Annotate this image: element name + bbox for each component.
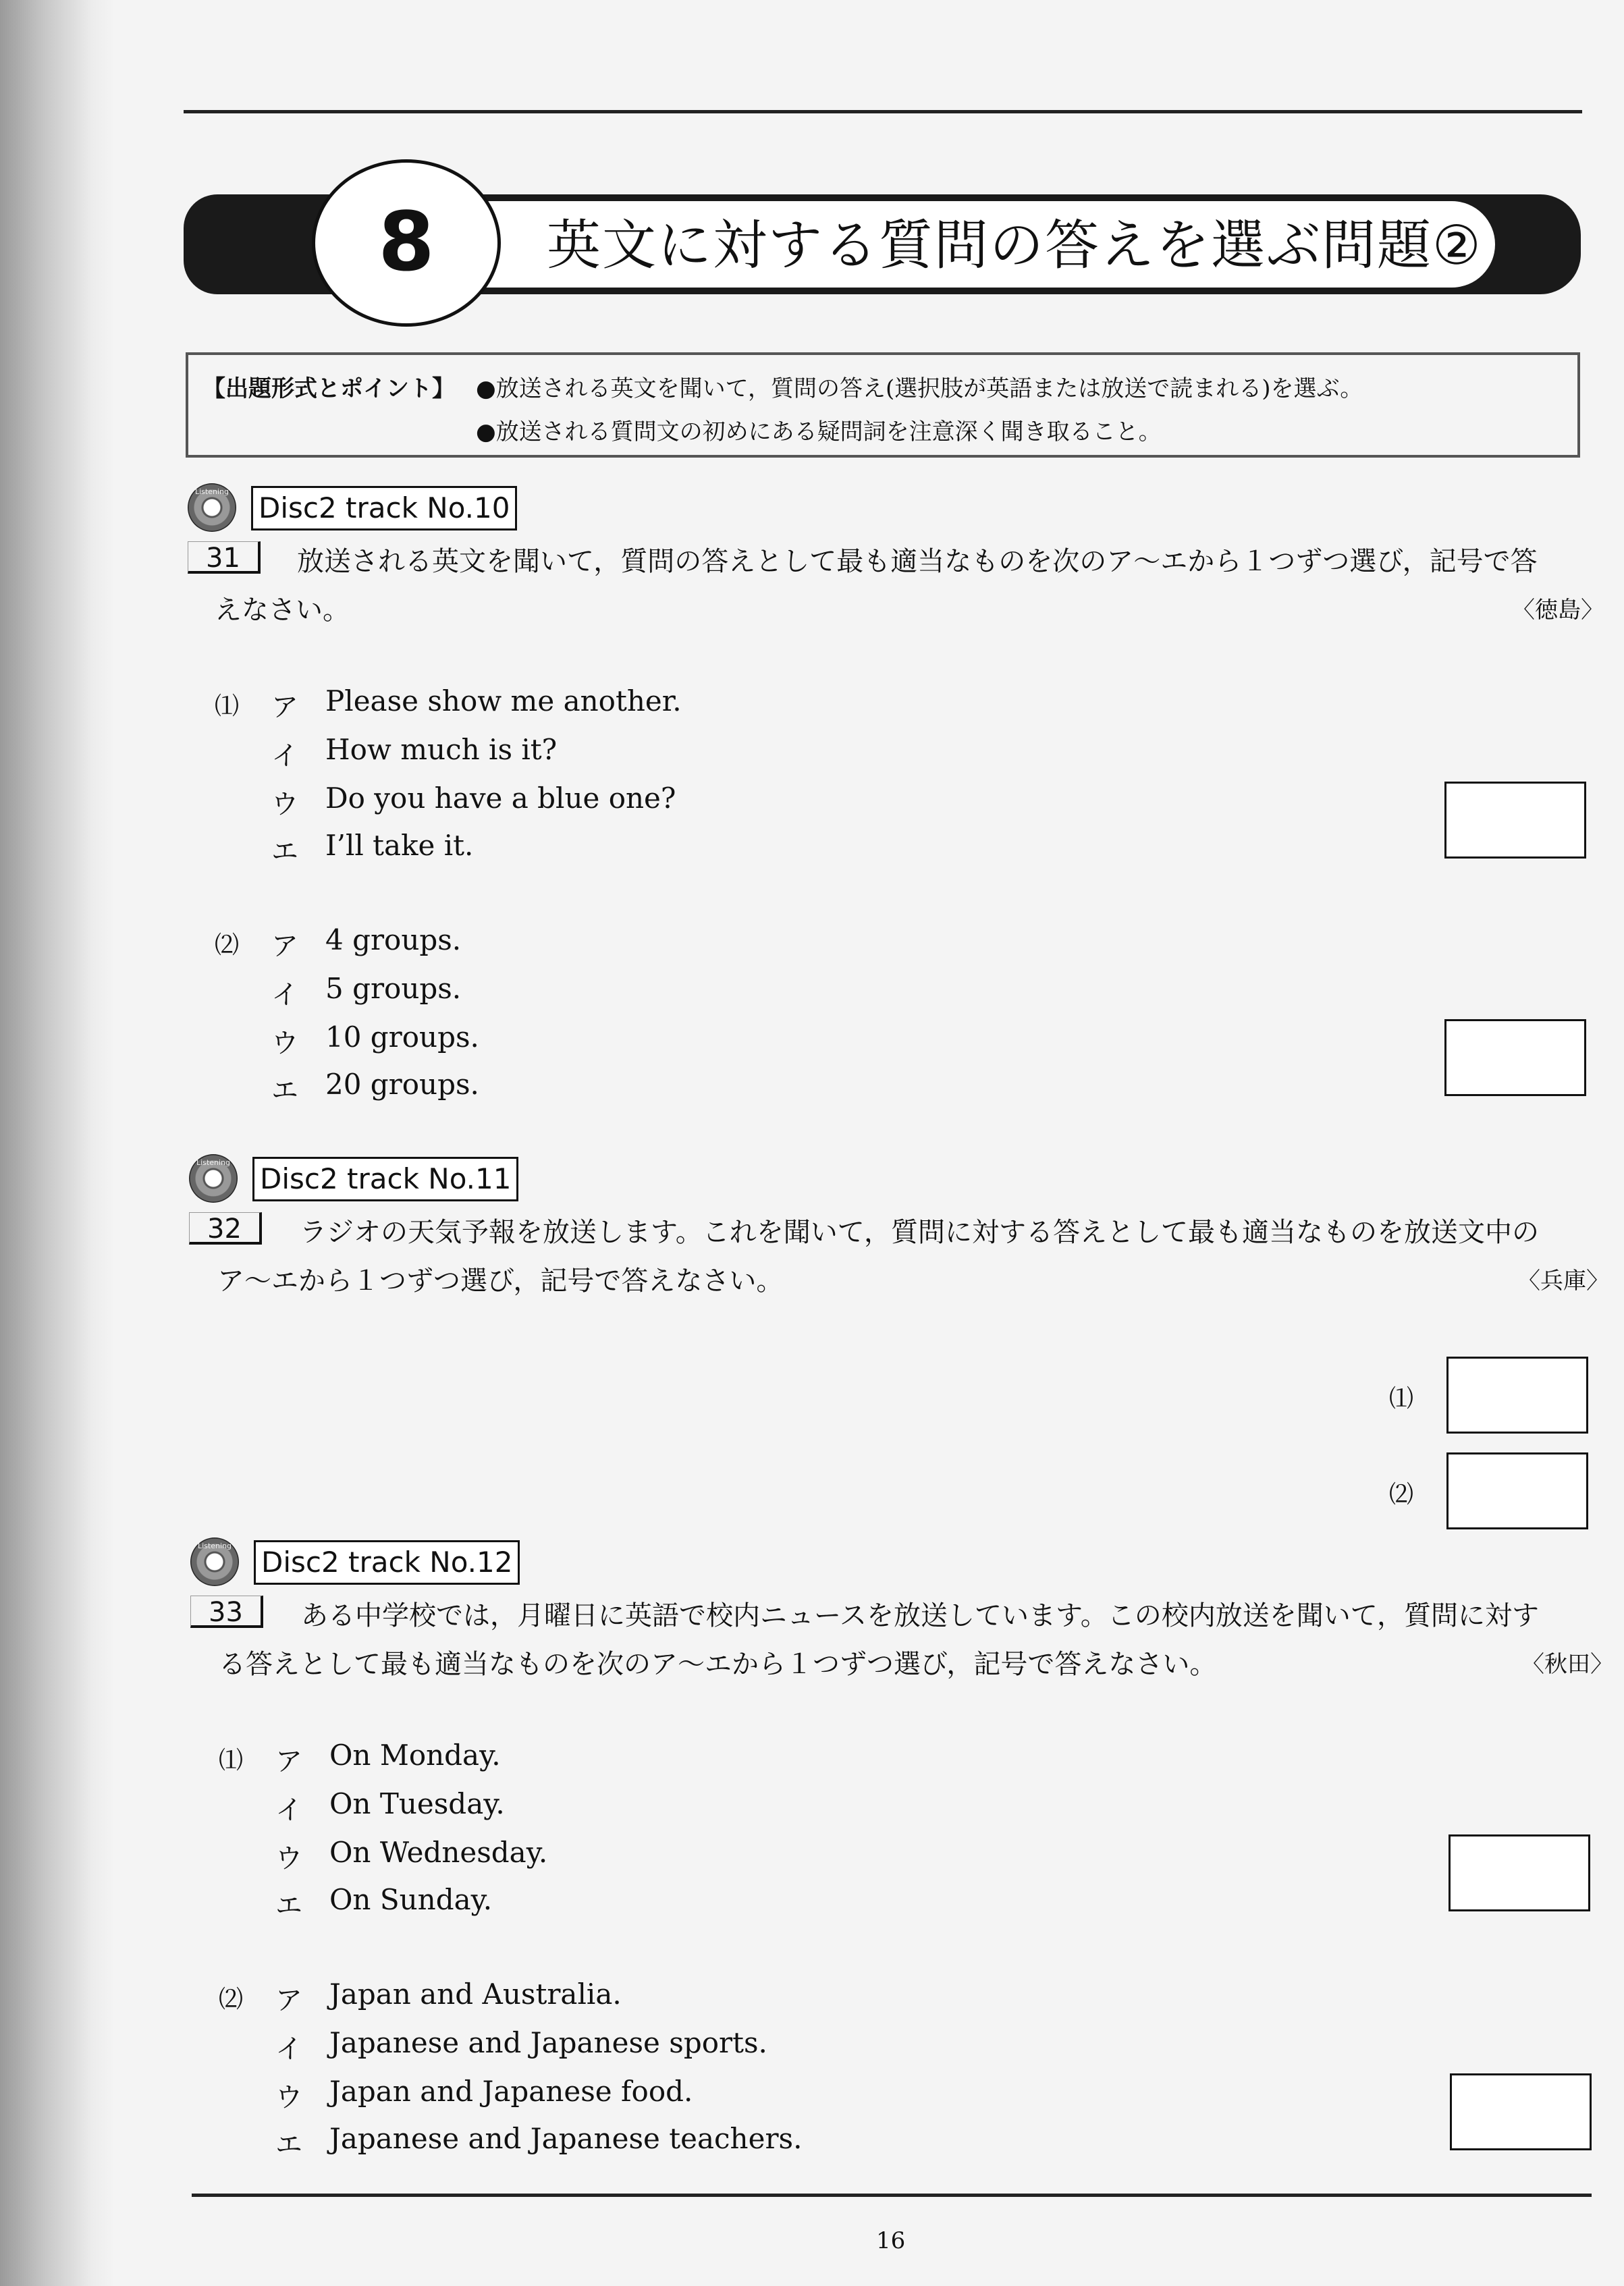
option-mark: ウ bbox=[271, 789, 298, 820]
option-text: 20 groups. bbox=[325, 1068, 479, 1101]
option-mark: ウ bbox=[275, 1843, 302, 1874]
question-number-31: 31 bbox=[188, 541, 261, 574]
option-text: On Tuesday. bbox=[329, 1787, 505, 1820]
option-text: On Monday. bbox=[329, 1739, 501, 1772]
answer-label: ⑵ bbox=[1389, 1481, 1414, 1508]
option-text: On Sunday. bbox=[329, 1883, 493, 1916]
option-mark: ア bbox=[275, 1746, 302, 1777]
option-text: 4 groups. bbox=[325, 923, 462, 956]
question-31-source: 〈徳島〉 bbox=[1512, 597, 1604, 624]
answer-box-32-1[interactable] bbox=[1446, 1357, 1588, 1434]
bottom-rule bbox=[192, 2194, 1592, 2197]
section-title: 英文に対する質問の答えを選ぶ問題② bbox=[547, 214, 1482, 277]
answer-box-32-2[interactable] bbox=[1446, 1452, 1588, 1529]
listening-disc-icon: Listening bbox=[190, 1537, 239, 1586]
option-mark: ア bbox=[271, 931, 298, 962]
option-text: Japanese and Japanese sports. bbox=[329, 2026, 767, 2059]
question-number-33: 33 bbox=[190, 1596, 263, 1628]
question-32-text-2: ア～エから１つずつ選び，記号で答えなさい。 bbox=[217, 1266, 784, 1297]
points-line-1: ●放送される英文を聞いて，質問の答え(選択肢が英語または放送で読まれる)を選ぶ。 bbox=[476, 375, 1363, 402]
option-mark: イ bbox=[271, 979, 298, 1010]
option-text: How much is it? bbox=[325, 733, 558, 766]
option-mark: ウ bbox=[275, 2082, 302, 2113]
sub-label: ⑵ bbox=[215, 931, 240, 959]
option-text: Japanese and Japanese teachers. bbox=[329, 2122, 803, 2155]
track-label-q32: Disc2 track No.11 bbox=[252, 1157, 518, 1201]
track-label-q33: Disc2 track No.12 bbox=[254, 1540, 520, 1585]
sub-label: ⑴ bbox=[219, 1747, 244, 1774]
listening-disc-icon: Listening bbox=[188, 483, 236, 532]
option-text: Do you have a blue one? bbox=[325, 782, 676, 815]
listening-disc-icon: Listening bbox=[189, 1154, 238, 1203]
points-label: 【出題形式とポイント】 bbox=[202, 375, 455, 402]
track-label-q31: Disc2 track No.10 bbox=[251, 486, 517, 530]
option-text: 5 groups. bbox=[325, 972, 462, 1005]
option-mark: エ bbox=[275, 1890, 302, 1922]
top-rule bbox=[184, 110, 1582, 113]
question-33-text-2: る答えとして最も適当なものを次のア～エから１つずつ選び，記号で答えなさい。 bbox=[219, 1649, 1217, 1680]
question-31-text-1: 放送される英文を聞いて，質問の答えとして最も適当なものを次のア～エから１つずつ選び，記号で答 bbox=[297, 546, 1538, 577]
option-mark: エ bbox=[271, 836, 298, 867]
answer-box-31-1[interactable] bbox=[1444, 782, 1586, 859]
option-text: Please show me another. bbox=[325, 684, 682, 717]
sub-label: ⑵ bbox=[219, 1986, 244, 2013]
section-number: 8 bbox=[378, 196, 435, 290]
option-text: Japan and Japanese food. bbox=[329, 2075, 693, 2108]
page-number: 16 bbox=[876, 2227, 906, 2254]
question-32-text-1: ラジオの天気予報を放送します。これを聞いて，質問に対する答えとして最も適当なものを放送文中の bbox=[300, 1217, 1539, 1248]
question-31-text-2: えなさい。 bbox=[215, 595, 350, 626]
option-mark: エ bbox=[271, 1075, 298, 1106]
question-33-source: 〈秋田〉 bbox=[1521, 1651, 1613, 1678]
option-text: On Wednesday. bbox=[329, 1836, 548, 1869]
answer-box-33-1[interactable] bbox=[1449, 1834, 1590, 1911]
option-mark: イ bbox=[275, 2034, 302, 2065]
option-text: 10 groups. bbox=[325, 1020, 479, 1054]
option-mark: ア bbox=[275, 1985, 302, 2016]
answer-label: ⑴ bbox=[1389, 1385, 1414, 1413]
option-mark: エ bbox=[275, 2129, 302, 2160]
option-text: I’ll take it. bbox=[325, 829, 474, 862]
question-number-32: 32 bbox=[189, 1212, 262, 1245]
option-mark: イ bbox=[275, 1795, 302, 1826]
option-text: Japan and Australia. bbox=[329, 1978, 622, 2011]
sub-label: ⑴ bbox=[215, 692, 240, 720]
question-33-text-1: ある中学校では，月曜日に英語で校内ニュースを放送しています。この校内放送を聞いて，質問に対す bbox=[301, 1600, 1539, 1631]
option-mark: ウ bbox=[271, 1028, 298, 1059]
answer-box-33-2[interactable] bbox=[1450, 2073, 1592, 2150]
question-32-source: 〈兵庫〉 bbox=[1517, 1268, 1609, 1295]
answer-box-31-2[interactable] bbox=[1444, 1019, 1586, 1096]
option-mark: ア bbox=[271, 692, 298, 723]
option-mark: イ bbox=[271, 740, 298, 771]
points-line-2: ●放送される質問文の初めにある疑問詞を注意深く聞き取ること。 bbox=[476, 418, 1162, 445]
book-spine-shadow bbox=[0, 0, 115, 2286]
